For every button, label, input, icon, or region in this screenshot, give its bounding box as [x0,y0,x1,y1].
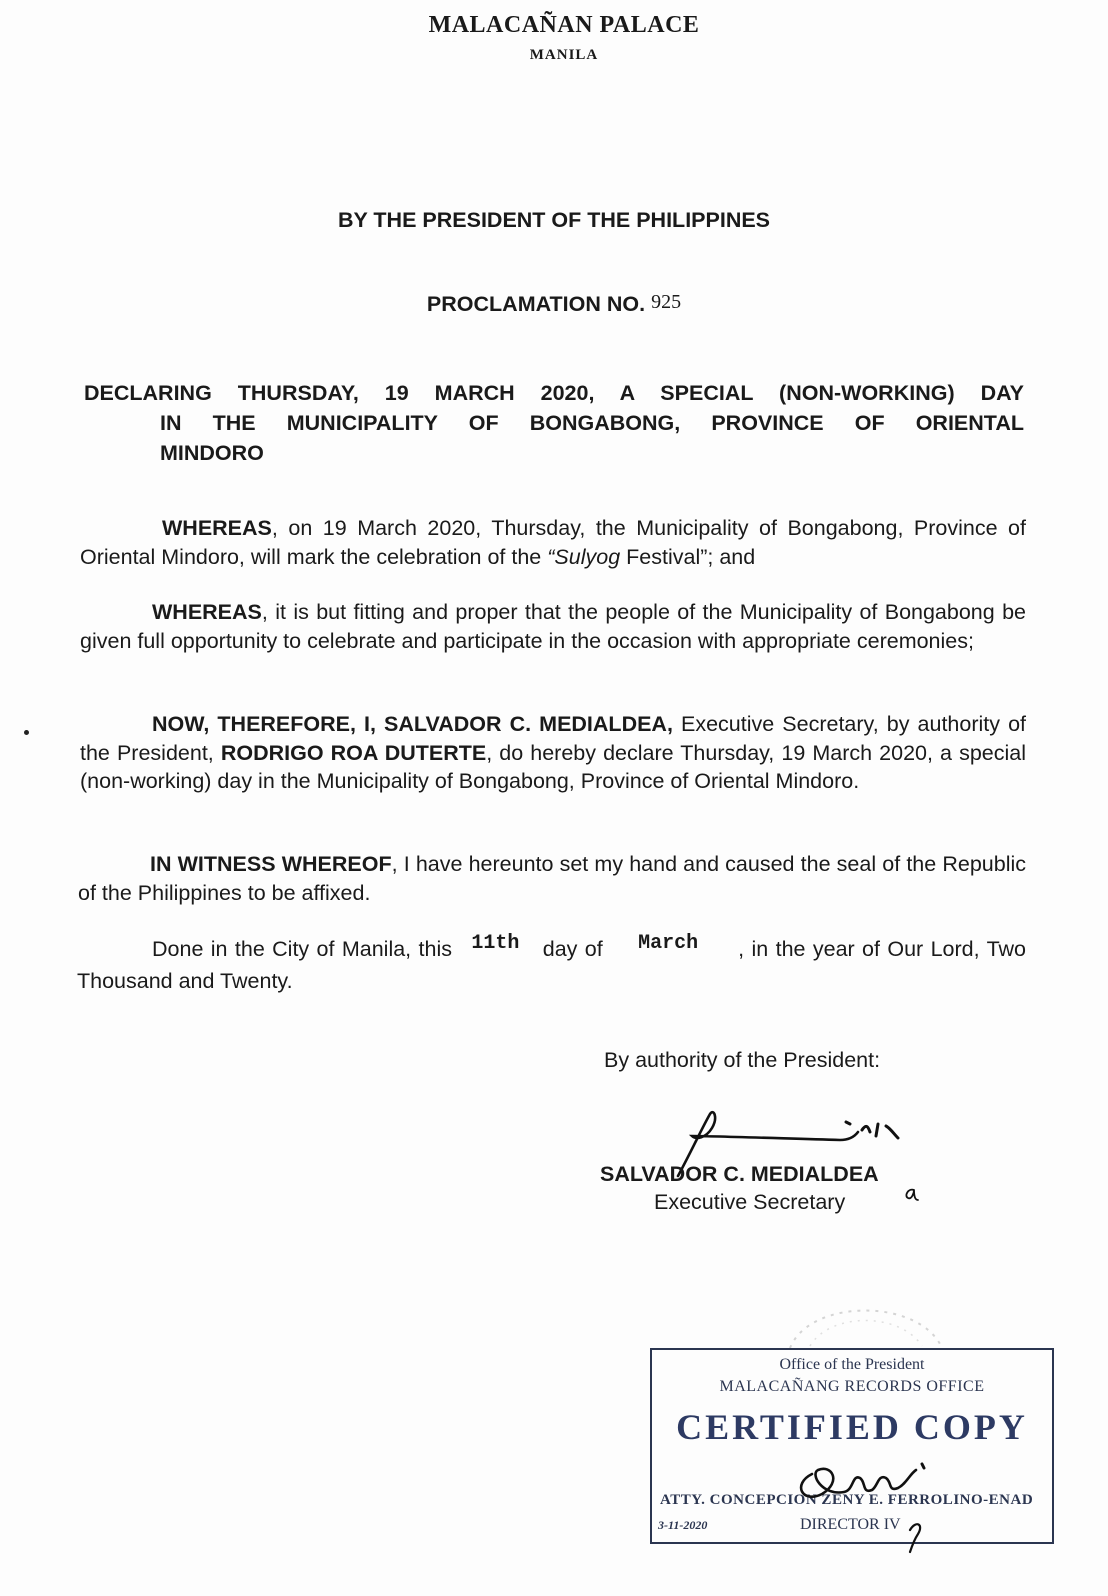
stamp-date: 3-11-2020 [658,1518,708,1532]
done-text-b: day of [535,937,611,961]
title-line-2: IN THE MUNICIPALITY OF BONGABONG, PROVINCE OF ORIENTAL [160,411,1024,435]
stamp-heading: CERTIFIED COPY [676,1407,1028,1447]
president-name: RODRIGO ROA DUTERTE [220,740,487,765]
whereas-text-1b: ; and [707,544,756,569]
festival-rest: Festival” [620,544,708,569]
proclamation-label: PROCLAMATION NO. [426,292,646,316]
stamp-signature-icon [782,1434,952,1544]
in-witness-lead: IN WITNESS WHEREOF [150,852,392,876]
stamp-office: Office of the President [779,1356,925,1373]
stamp-position: DIRECTOR IV [800,1516,901,1533]
in-witness-paragraph [78,850,1026,907]
now-therefore-text-b: , do hereby declare Thursday, 19 March 2020, a special (non-working) day in the Municipality of Bongabong, Province of Oriental Mindoro. [80,740,1026,793]
proclamation-title [84,378,1024,468]
whereas-paragraph-1 [80,514,1026,571]
signatory-name: SALVADOR C. MEDIALDEA [600,1162,879,1186]
stamp-records-office: MALACAÑANG RECORDS OFFICE [719,1378,985,1395]
in-witness-text: , I have hereunto set my hand and caused the seal of the Republic of the Philippines to be affixed. [78,852,1026,905]
proclamation-number: 925 [651,291,682,313]
initial-mark-icon [900,1186,920,1206]
month-fill: March [638,932,699,955]
whereas-text-1: , on 19 March 2020, Thursday, the Municipality of Bongabong, Province of Oriental Mindoro, will mark the celebration of the [80,516,1026,569]
done-text-c: , in the year of Our Lord, Two Thousand and Twenty. [77,937,1027,993]
proclamation-heading [0,292,1108,317]
authority-line: By authority of the President: [604,1048,881,1072]
issuer-heading: BY THE PRESIDENT OF THE PHILIPPINES [337,208,771,232]
done-paragraph [77,932,1027,995]
whereas-text-2: , it is but fitting and proper that the people of the Municipality of Bongabong be given full opportunity to celebrate and participate in the occasion with appropriate ceremonies; [80,600,1026,653]
done-text-a: Done in the City of Manila, this [152,937,460,961]
signatory-title: Executive Secretary [654,1190,846,1214]
title-line-3: MINDORO [160,441,264,465]
letterhead-office: MALACAÑAN PALACE [428,12,700,38]
whereas-paragraph-2 [80,598,1026,655]
day-fill: 11th [471,932,520,955]
title-line-1: DECLARING THURSDAY, 19 MARCH 2020, A SPECIAL (NON-WORKING) DAY [84,381,1024,405]
dry-seal-icon [770,1278,960,1358]
certified-copy-stamp [650,1348,1054,1544]
letterhead-city: MANILA [529,47,599,63]
now-therefore-text-a: Executive Secretary, by authority of the President, [80,712,1026,765]
whereas-lead-1: WHEREAS [162,516,272,540]
stray-dot [24,730,29,735]
whereas-lead-2: WHEREAS [152,600,262,624]
festival-quote-open: “ [547,544,555,569]
now-therefore-lead: NOW, THEREFORE, I, SALVADOR C. MEDIALDEA, [152,712,673,736]
festival-name: Sulyog [554,544,621,569]
now-therefore-paragraph [80,710,1026,796]
stamp-officer: ATTY. CONCEPCION ZENY E. FERROLINO-ENAD [660,1492,1034,1508]
